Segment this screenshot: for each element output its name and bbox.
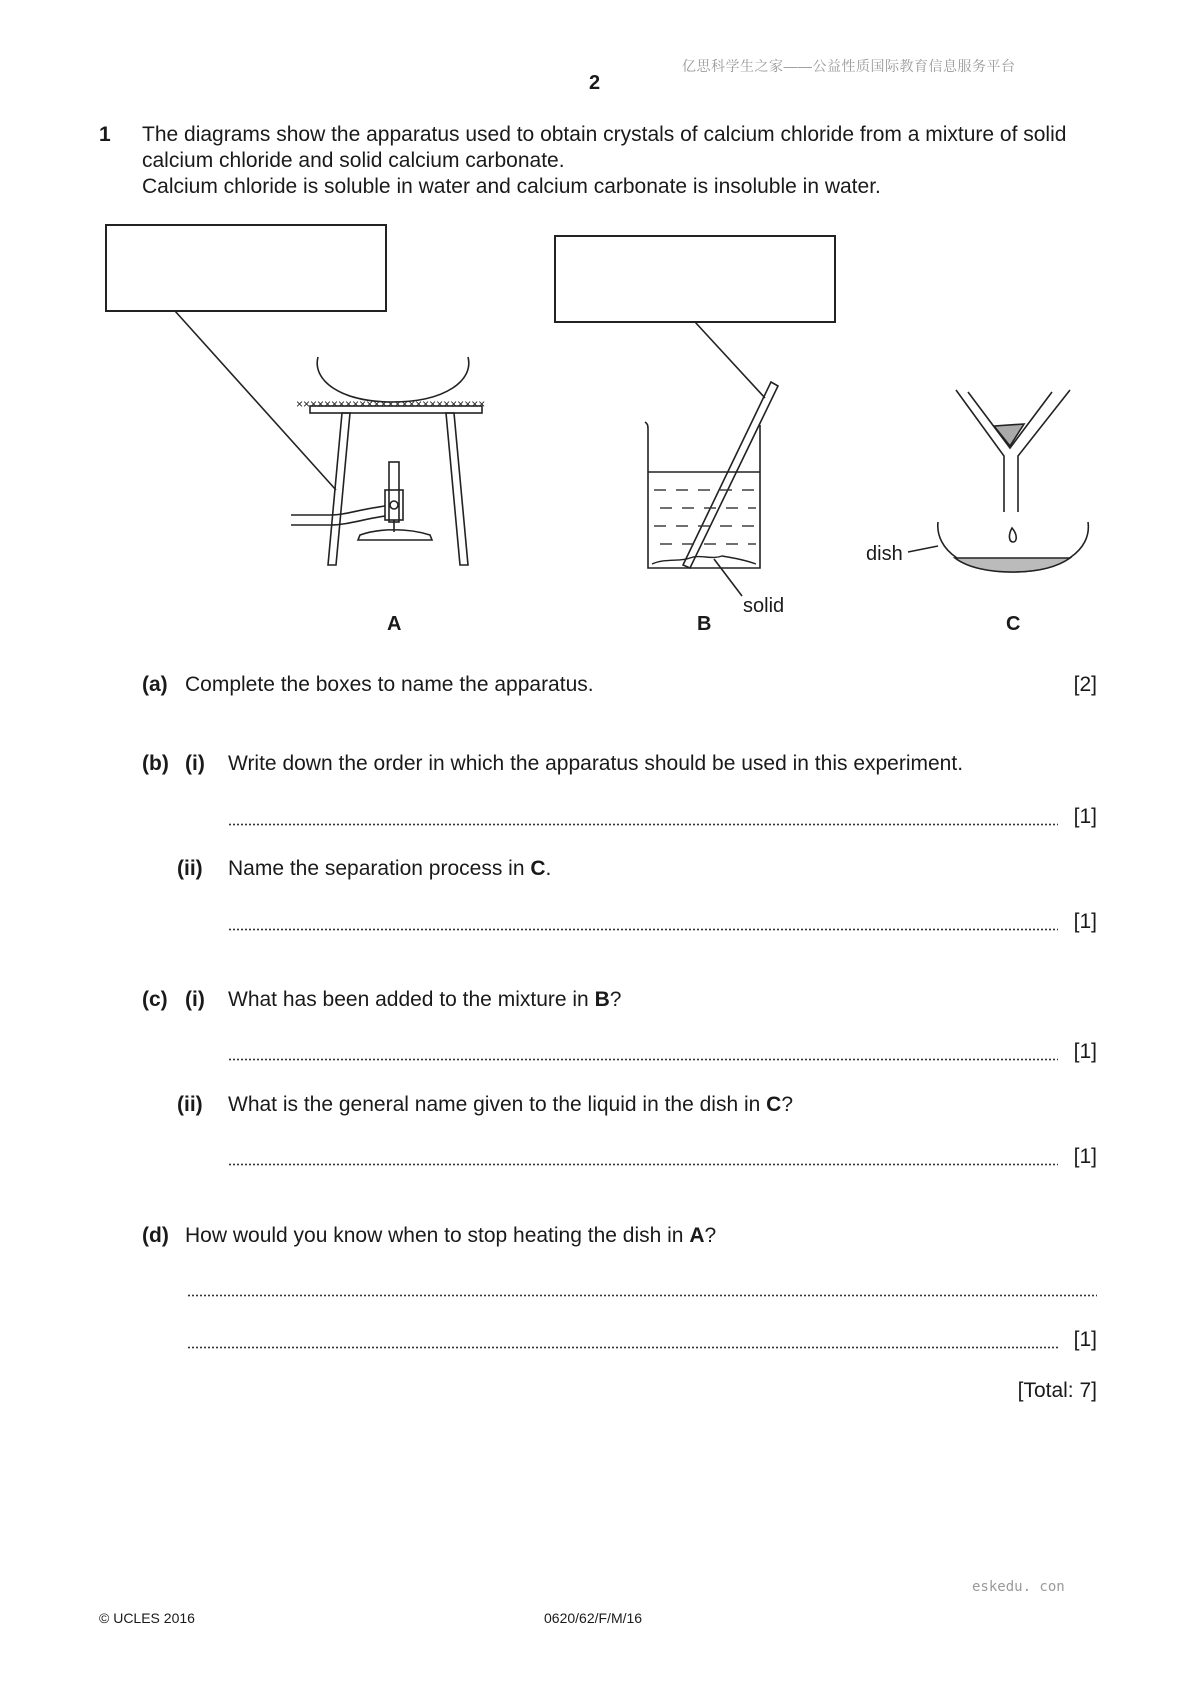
part-c-label: (c) xyxy=(142,988,168,1011)
label-solid: solid xyxy=(743,595,785,617)
gas-tubing xyxy=(291,506,385,525)
question-number: 1 xyxy=(99,123,111,146)
answer-box-b[interactable] xyxy=(555,236,835,322)
bunsen-collar xyxy=(385,490,403,520)
part-b-label: (b) xyxy=(142,752,169,775)
bunsen-barrel xyxy=(389,462,399,522)
part-c-i-text: What has been added to the mixture in B? xyxy=(228,988,622,1011)
label-c: C xyxy=(1006,613,1021,635)
answer-line-b-ii[interactable] xyxy=(228,928,1058,931)
total-marks: [Total: 7] xyxy=(1017,1379,1097,1402)
intro-line: Calcium chloride is soluble in water and calcium carbonate is insoluble in water. xyxy=(142,175,881,198)
part-c-ii-text: What is the general name given to the liquid in the dish in C? xyxy=(228,1093,794,1116)
part-b-ii-text: Name the separation process in C. xyxy=(228,857,552,880)
part-b-i-label: (i) xyxy=(185,752,205,775)
part-b-ii-label: (ii) xyxy=(177,857,203,880)
watermark-site: eskedu. con xyxy=(972,1579,1065,1595)
question-intro xyxy=(142,122,1112,200)
tripod-leg-left xyxy=(328,413,350,565)
label-a: A xyxy=(387,613,402,635)
part-a-marks: [2] xyxy=(1073,673,1097,696)
part-c-ii-marks: [1] xyxy=(1073,1145,1097,1168)
footer-code: 0620/62/F/M/16 xyxy=(544,1610,643,1626)
filter-funnel xyxy=(956,390,1070,512)
answer-box-a[interactable] xyxy=(106,225,386,311)
bunsen-base xyxy=(358,520,432,540)
air-hole xyxy=(390,501,398,509)
answer-line-d-1[interactable] xyxy=(187,1294,1097,1297)
beaker xyxy=(645,422,760,568)
gauze-marks: ××××××××××××××××××××××××××× xyxy=(296,397,486,411)
part-c-i-label: (i) xyxy=(185,988,205,1011)
label-dish: dish xyxy=(866,543,903,565)
tripod-leg-right xyxy=(446,413,468,565)
answer-line-c-i[interactable] xyxy=(228,1058,1058,1061)
answer-line-d-2[interactable] xyxy=(187,1346,1058,1349)
footer-copyright: © UCLES 2016 xyxy=(99,1610,195,1626)
answer-line-b-i[interactable] xyxy=(228,823,1058,826)
part-c-i-marks: [1] xyxy=(1073,1040,1097,1063)
dish-pointer xyxy=(908,546,938,552)
answer-line-c-ii[interactable] xyxy=(228,1163,1058,1166)
part-d-text: How would you know when to stop heating the dish in A? xyxy=(185,1224,717,1247)
watermark-header: 亿思科学生之家——公益性质国际教育信息服务平台 xyxy=(682,58,1016,74)
part-c-ii-label: (ii) xyxy=(177,1093,203,1116)
part-b-i-marks: [1] xyxy=(1073,805,1097,828)
solid-residue xyxy=(652,556,756,564)
label-b: B xyxy=(697,613,712,635)
part-d-marks: [1] xyxy=(1073,1328,1097,1351)
part-b-i-text: Write down the order in which the apparatus should be used in this experiment. xyxy=(228,752,964,775)
apparatus-diagram xyxy=(0,210,1191,640)
glass-rod xyxy=(683,382,778,568)
intro-line: The diagrams show the apparatus used to obtain crystals of calcium chloride from a mixture of solid xyxy=(142,123,1067,146)
page-number: 2 xyxy=(589,72,601,94)
filtrate xyxy=(955,558,1070,572)
part-a-text: Complete the boxes to name the apparatus. xyxy=(185,673,594,696)
part-d-label: (d) xyxy=(142,1224,169,1247)
solid-pointer xyxy=(714,559,742,596)
evaporating-basin xyxy=(317,357,469,402)
droplet xyxy=(1009,528,1016,542)
part-a-label: (a) xyxy=(142,673,168,696)
pointer-line-b xyxy=(695,322,765,398)
part-b-ii-marks: [1] xyxy=(1073,910,1097,933)
intro-line: calcium chloride and solid calcium carbonate. xyxy=(142,149,565,172)
